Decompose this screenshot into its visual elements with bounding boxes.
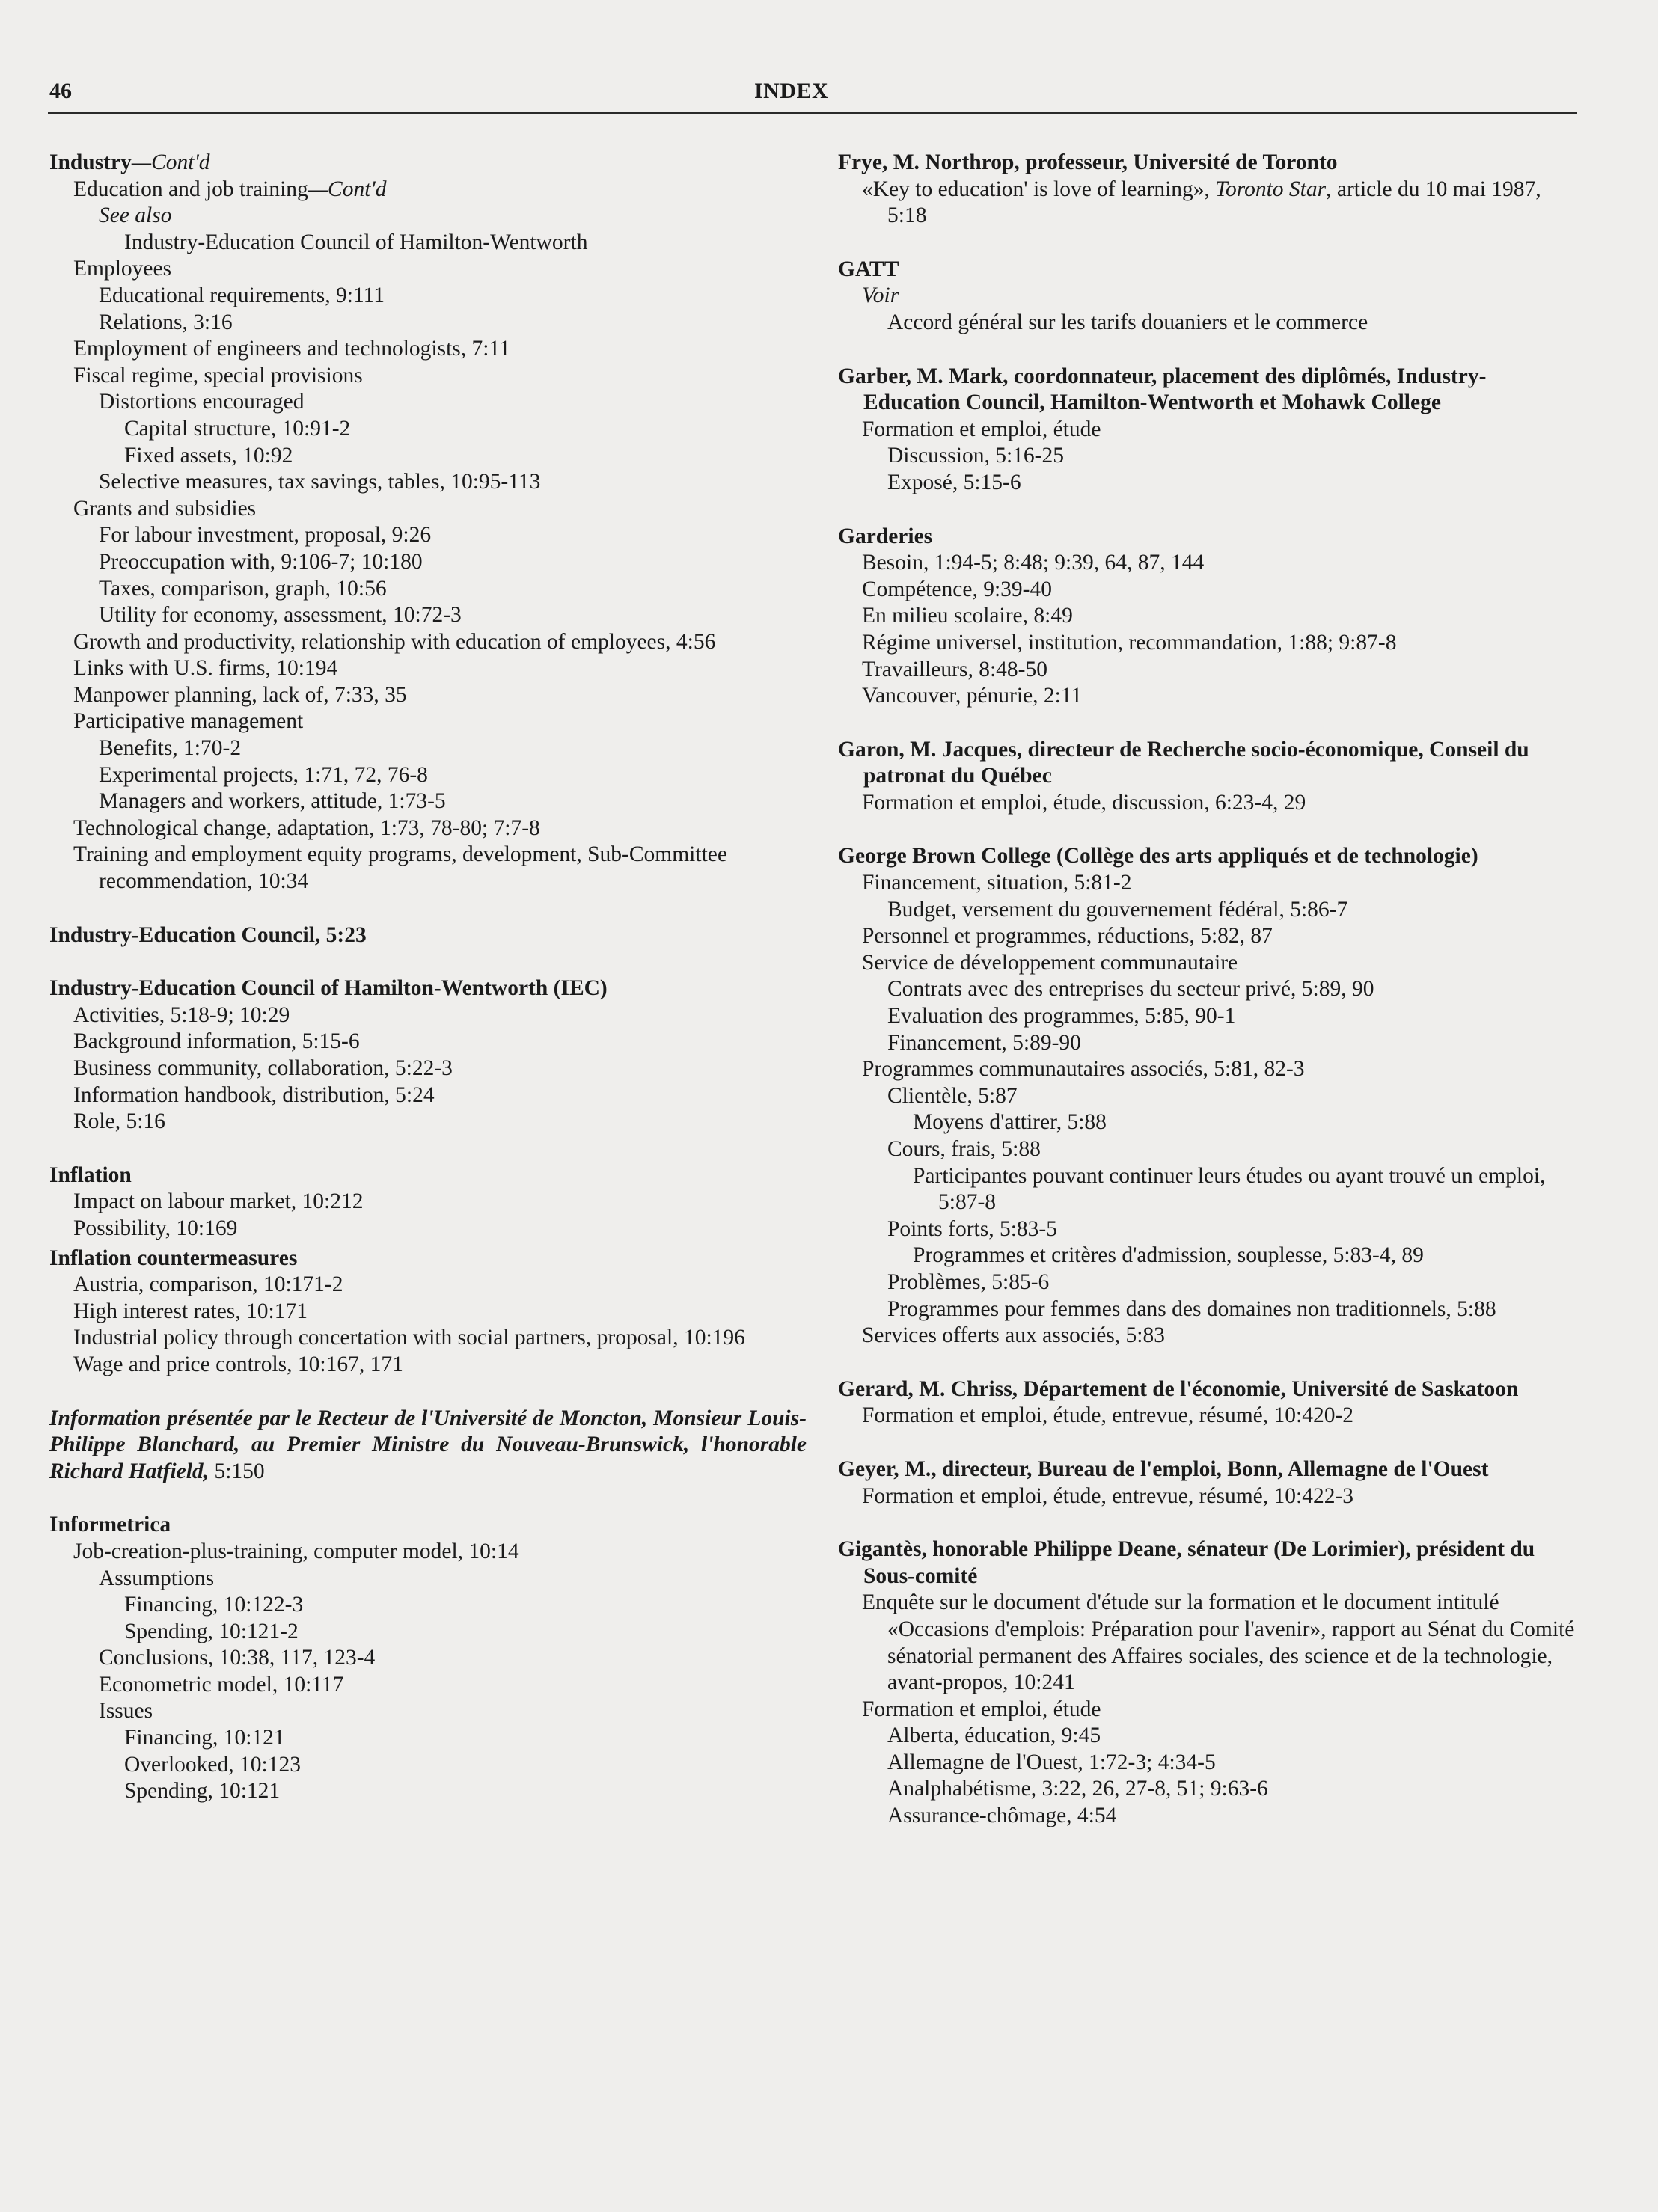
entry-heading: Inflation countermeasures — [49, 1246, 298, 1270]
entry-line: Participantes pouvant continuer leurs études ou ayant trouvé un emploi, 5:87-8 — [913, 1163, 1546, 1215]
entry-line: Exposé, 5:15-6 — [887, 470, 1021, 494]
document-entry: Information présentée par le Recteur de l'Université de Moncton, Monsieur Louis-Philippe Blanchard, au Premier Ministre du Nouveau-Brunswick, l'honorable Richard Hatfield, 5:150 — [49, 1406, 807, 1483]
entry-line: Assumptions — [99, 1566, 215, 1590]
entry-line: Assurance-chômage, 4:54 — [887, 1804, 1117, 1828]
entry-line: Activities, 5:18-9; 10:29 — [73, 1002, 290, 1027]
running-head: INDEX — [754, 79, 829, 103]
right-column — [838, 150, 1580, 1830]
see-also-label: See also — [99, 203, 172, 228]
entry-line: Formation et emploi, étude, discussion, 6:23-4, 29 — [862, 790, 1306, 815]
entry-line: Vancouver, pénurie, 2:11 — [862, 684, 1083, 708]
entry-line: Impact on labour market, 10:212 — [73, 1189, 364, 1214]
entry-line: Background information, 5:15-6 — [73, 1029, 360, 1054]
entry-line: Programmes et critères d'admission, souplesse, 5:83-4, 89 — [913, 1243, 1424, 1268]
entry-line: Financing, 10:122-3 — [124, 1593, 304, 1617]
entry-line: Financement, 5:89-90 — [887, 1030, 1081, 1055]
entry-line: Analphabétisme, 3:22, 26, 27-8, 51; 9:63-6 — [887, 1777, 1268, 1801]
entry-heading: Geyer, M., directeur, Bureau de l'emploi, Bonn, Allemagne de l'Ouest — [838, 1456, 1489, 1481]
entry-line: Spending, 10:121 — [124, 1779, 281, 1804]
entry-heading: Gigantès, honorable Philippe Deane, sénateur (De Lorimier), président du Sous-comité — [838, 1537, 1535, 1588]
entry-subheading: Fiscal regime, special provisions — [73, 363, 363, 387]
left-column — [49, 150, 807, 1805]
header-rule — [48, 112, 1577, 114]
entry-heading: Industry—Cont'd — [49, 150, 210, 174]
entry-line: Benefits, 1:70-2 — [99, 736, 242, 761]
entry-line: Information handbook, distribution, 5:24 — [73, 1082, 435, 1107]
entry-subheading: Employees — [73, 257, 172, 281]
entry-line: Service de développement communautaire — [862, 950, 1238, 975]
entry-line: Formation et emploi, étude — [862, 1697, 1101, 1721]
entry-line: Programmes pour femmes dans des domaines non traditionnels, 5:88 — [887, 1296, 1496, 1321]
entry-line: Formation et emploi, étude, entrevue, résumé, 10:422-3 — [862, 1483, 1354, 1508]
entry-line: Formation et emploi, étude — [862, 417, 1101, 441]
entry-line: Spending, 10:121-2 — [124, 1619, 299, 1643]
entry-line: Relations, 3:16 — [99, 310, 233, 334]
entry-line: Points forts, 5:83-5 — [887, 1216, 1057, 1241]
entry-line: Wage and price controls, 10:167, 171 — [73, 1352, 403, 1376]
entry-heading: Garon, M. Jacques, directeur de Recherche socio-économique, Conseil du patronat du Québec — [838, 737, 1529, 788]
entry-line: Discussion, 5:16-25 — [887, 444, 1064, 468]
entry-line: Programmes communautaires associés, 5:81, 82-3 — [862, 1057, 1305, 1082]
entry-subheading: Participative management — [73, 709, 304, 734]
entry-line: Alberta, éducation, 9:45 — [887, 1724, 1101, 1748]
entry-heading: Gerard, M. Chriss, Département de l'économie, Université de Saskatoon — [838, 1376, 1519, 1401]
entry-line: Moyens d'attirer, 5:88 — [913, 1110, 1107, 1135]
entry-line: Econometric model, 10:117 — [99, 1672, 344, 1697]
entry-line: Evaluation des programmes, 5:85, 90-1 — [887, 1004, 1236, 1029]
entry-subheading: Growth and productivity, relationship with education of employees, 4:56 — [73, 629, 716, 654]
entry-line: Services offerts aux associés, 5:83 — [862, 1323, 1165, 1348]
entry-line: Clientèle, 5:87 — [887, 1083, 1018, 1108]
entry-line: Preoccupation with, 9:106-7; 10:180 — [99, 549, 423, 574]
entry-heading: Garderies — [838, 524, 933, 548]
entry-line: Formation et emploi, étude, entrevue, résumé, 10:420-2 — [862, 1403, 1354, 1428]
entry-heading: George Brown College (Collège des arts appliqués et de technologie) — [838, 844, 1478, 868]
entry-line: Role, 5:16 — [73, 1109, 165, 1134]
entry-subheading: Grants and subsidies — [73, 496, 257, 521]
entry-heading: Informetrica — [49, 1513, 171, 1537]
entry-line: Conclusions, 10:38, 117, 123-4 — [99, 1646, 376, 1670]
entry-line: Selective measures, tax savings, tables, 10:95-113 — [99, 470, 541, 494]
entry-line: Financing, 10:121 — [124, 1726, 285, 1750]
entry-line: Industrial policy through concertation with social partners, proposal, 10:196 — [73, 1326, 745, 1350]
entry-line: Enquête sur le document d'étude sur la formation et le document intitulé «Occasions d'emplois: Préparation pour l'avenir», rapport au Sénat du Comité sénatorial permanent des Affaires sociales, des science et de la technologie, avant-propos, 10:241 — [862, 1590, 1575, 1695]
entry-line: Managers and workers, attitude, 1:73-5 — [99, 789, 446, 814]
entry-line: Utility for economy, assessment, 10:72-3 — [99, 603, 462, 628]
entry-line: «Key to education' is love of learning», Toronto Star, article du 10 mai 1987, 5:18 — [862, 177, 1541, 228]
entry-line: High interest rates, 10:171 — [73, 1299, 308, 1323]
entry-line: Job-creation-plus-training, computer model, 10:14 — [73, 1539, 519, 1563]
entry-heading: Industry-Education Council, 5:23 — [49, 922, 367, 947]
entry-subheading: Education and job training—Cont'd — [73, 177, 387, 201]
entry-heading: Frye, M. Northrop, professeur, Université de Toronto — [838, 150, 1338, 174]
cross-reference: Industry-Education Council of Hamilton-Wentworth — [124, 230, 588, 254]
entry-line: Cours, frais, 5:88 — [887, 1137, 1041, 1161]
entry-line: For labour investment, proposal, 9:26 — [99, 523, 432, 548]
entry-line: Problèmes, 5:85-6 — [887, 1269, 1050, 1294]
entry-subheading: Manpower planning, lack of, 7:33, 35 — [73, 682, 407, 707]
entry-subheading: Technological change, adaptation, 1:73, 78-80; 7:7-8 — [73, 815, 540, 840]
entry-line: Budget, versement du gouvernement fédéral, 5:86-7 — [887, 897, 1348, 922]
entry-line: Allemagne de l'Ouest, 1:72-3; 4:34-5 — [887, 1750, 1216, 1774]
entry-heading: Garber, M. Mark, coordonnateur, placement des diplômés, Industry-Education Council, Hamilton-Wentworth et Mohawk College — [838, 364, 1487, 415]
entry-line: Possibility, 10:169 — [73, 1216, 238, 1240]
entry-heading: Industry-Education Council of Hamilton-Wentworth (IEC) — [49, 976, 608, 1001]
entry-subheading: Training and employment equity programs, development, Sub-Committee recommendation, 10:34 — [73, 842, 727, 894]
entry-subheading: Links with U.S. firms, 10:194 — [73, 656, 338, 681]
see-label: Voir — [862, 284, 899, 308]
entry-line: Personnel et programmes, réductions, 5:82, 87 — [862, 924, 1273, 949]
entry-line: Compétence, 9:39-40 — [862, 577, 1052, 601]
entry-line: Régime universel, institution, recommandation, 1:88; 9:87-8 — [862, 630, 1397, 655]
entry-line: En milieu scolaire, 8:49 — [862, 604, 1073, 628]
entry-line: Fixed assets, 10:92 — [124, 443, 293, 468]
cross-reference: Accord général sur les tarifs douaniers et le commerce — [887, 310, 1368, 334]
entry-line: Educational requirements, 9:111 — [99, 283, 385, 307]
entry-subheading: Employment of engineers and technologists, 7:11 — [73, 337, 510, 361]
entry-line: Overlooked, 10:123 — [124, 1752, 301, 1777]
entry-line: Besoin, 1:94-5; 8:48; 9:39, 64, 87, 144 — [862, 551, 1205, 575]
entry-line: Issues — [99, 1699, 153, 1724]
entry-line: Experimental projects, 1:71, 72, 76-8 — [99, 762, 428, 787]
entry-line: Distortions encouraged — [99, 390, 305, 414]
page-number: 46 — [49, 79, 72, 103]
entry-heading: GATT — [838, 257, 899, 281]
entry-line: Contrats avec des entreprises du secteur privé, 5:89, 90 — [887, 977, 1374, 1002]
entry-line: Capital structure, 10:91-2 — [124, 416, 351, 441]
entry-heading: Inflation — [49, 1162, 132, 1187]
entry-line: Austria, comparison, 10:171-2 — [73, 1272, 343, 1297]
entry-line: Taxes, comparison, graph, 10:56 — [99, 576, 387, 601]
entry-line: Travailleurs, 8:48-50 — [862, 657, 1047, 681]
entry-line: Financement, situation, 5:81-2 — [862, 871, 1132, 895]
entry-line: Business community, collaboration, 5:22-3 — [73, 1056, 453, 1080]
